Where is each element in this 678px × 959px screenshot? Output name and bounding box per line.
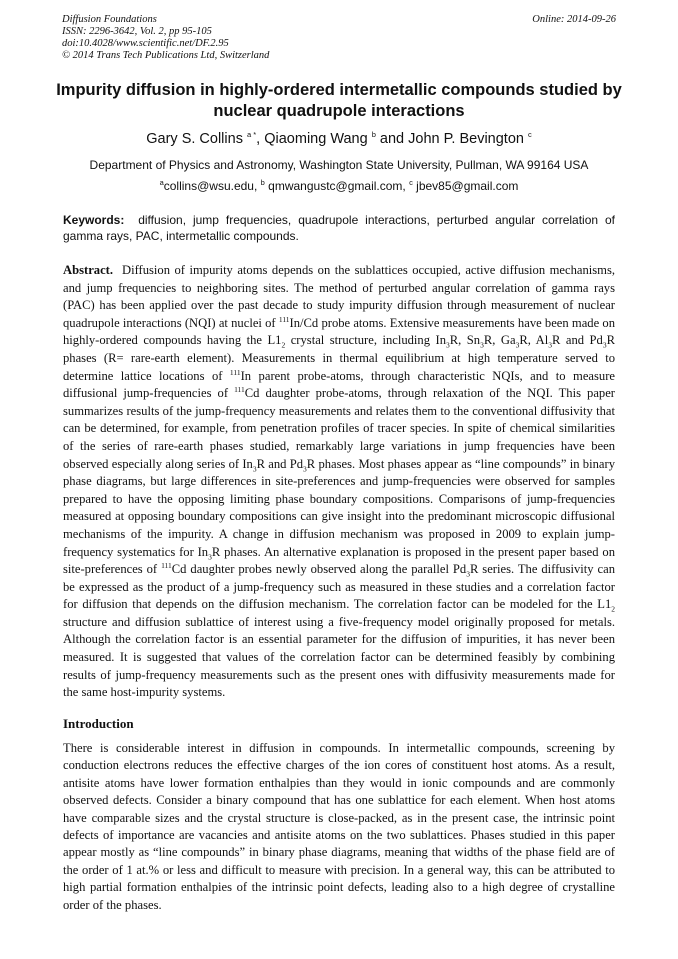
email-mark: a bbox=[159, 178, 164, 187]
author-mark: a * bbox=[246, 130, 257, 140]
author-mark: b bbox=[371, 130, 376, 140]
abstract-label: Abstract. bbox=[63, 263, 114, 277]
paper-title: Impurity diffusion in highly-ordered intermetallic compounds studied by nuclear quadrupole interactions bbox=[56, 81, 622, 120]
journal-copyright: © 2014 Trans Tech Publications Ltd, Switzerland bbox=[62, 50, 270, 61]
keywords-block bbox=[63, 212, 615, 244]
email-list: $^a$collins@wsu.edu, $^b$ qmwangustc@gmail.com, $^c$ jbev85@gmail.com bbox=[159, 178, 519, 193]
journal-header bbox=[62, 14, 616, 62]
affiliation: Department of Physics and Astronomy, Washington State University, Pullman, WA 99164 USA bbox=[89, 158, 589, 172]
section-heading-introduction: Introduction bbox=[63, 716, 134, 731]
email-link[interactable]: qmwangustc@gmail.com bbox=[268, 179, 403, 193]
abstract-text: Diffusion of impurity atoms depends on the sublattices occupied, active diffusion mechanisms, and jump frequencies to neighboring sites. The method of perturbed angular correlation of gamma rays (PAC) has been applied over the past decade to study impurity diffusion through measurement of nuclear quadrupole interactions (NQI) at nuclei of $^{111}$In/Cd probe atoms. Extensive measurements have been made on highly-ordered compounds having the $L1_2$ crystal structure, including $In_3R$, $Sn_3R$, $Ga_3R$, $Al_3R$ and $Pd_3R$ phases (R= rare-earth element). Measurements in thermal equilibrium at high temperature served to determine lattice locations of $^{111}$In parent probe-atoms, through characteristic NQIs, and to measure diffusional jump-frequencies of $^{111}$Cd daughter probe-atoms, through relaxation of the NQI. This paper summarizes results of the jump-frequency measurements and relates them to the conventional diffusivity that can be determined, for example, from penetration profiles of tracer species. In spite of chemical similarities of the series of rare-earth phases studied, remarkably large variations in jump frequencies have been observed especially along series of $In_3R$ and $Pd_3R$ phases. Most phases appear as “line compounds” in binary phase diagrams, but large differences in site-preferences and jump-frequencies were observed for samples prepared to have the opposing limiting phase boundary compositions. Comparisons of jump-frequencies measured at opposing boundary compositions can give insight into the predominant microscopic diffusional mechanisms of the impurity. A change in diffusion mechanism was proposed in 2009 to explain jump-frequency systematics for $In_3R$ phases. An alternative explanation is proposed in the present paper based on site-preferences of $^{111}$Cd daughter probes newly observed along the parallel $Pd_3R$ series. The diffusivity can be expressed as the product of a jump-frequency such as measured in these studies and a correlation factor for diffusion that depends on the diffusion mechanism. The correlation factor can be modeled for the $L1_2$ structure and diffusion sublattice of interest using a five-frequency model originally proposed for metals. Although the correlation factor is an essential parameter for the diffusion of impurities, it has never been measured. It is suggested that values of the correlation factor can be determined feasibly by combining results of jump-frequency measurements such as the present ones with diffusivity measurements made for the same host-impurity systems. bbox=[63, 263, 616, 700]
author-list bbox=[40, 131, 638, 147]
keywords-text: diffusion, jump frequencies, quadrupole interactions, perturbed angular correlation of gamma rays, PAC, intermetallic compounds. bbox=[63, 213, 615, 243]
journal-name: Diffusion Foundations bbox=[62, 14, 157, 25]
email-mark: b bbox=[260, 178, 265, 187]
author-and: and bbox=[375, 131, 409, 147]
author-separator: , bbox=[256, 131, 265, 147]
author-name: John P. Bevington bbox=[408, 131, 524, 147]
journal-doi: doi:10.4028/www.scientific.net/DF.2.95 bbox=[62, 38, 229, 49]
email-link[interactable]: jbev85@gmail.com bbox=[416, 179, 519, 193]
online-date: Online: 2014-09-26 bbox=[532, 14, 616, 25]
author-name: Qiaoming Wang bbox=[264, 131, 368, 147]
author-name: Gary S. Collins bbox=[146, 131, 243, 147]
email-mark: c bbox=[409, 178, 413, 187]
email-link[interactable]: collins@wsu.edu bbox=[163, 179, 254, 193]
abstract-block bbox=[63, 262, 615, 702]
keywords-label: Keywords: bbox=[63, 213, 125, 227]
introduction-text: There is considerable interest in diffusion in compounds. In intermetallic compounds, screening by conduction electrons reduces the effective charges of the ion cores of constituent host atoms. As a result, antisite atoms have lower formation enthalpies than they would in ionic compounds and are commonly observed defects. Consider a binary compound that has one sublattice for each element. When host atoms have comparable sizes and the crystal structure is close-packed, as in the present case, the intrinsic point defects of importance are vacancies and antisite atoms on the two sublattices. Phases studied in this paper appear mostly as “line compounds” in binary phase diagrams, meaning that widths of the phase field are of the order of 1 at.% or less and difficult to measure with precision. In a general way, this can be attributed to high partial formation enthalpies of the intrinsic point defects, leading also to a high degree of crystalline order of the phases. bbox=[63, 741, 615, 912]
journal-issn: ISSN: 2296-3642, Vol. 2, pp 95-105 bbox=[62, 26, 212, 37]
author-mark: c bbox=[527, 130, 532, 140]
